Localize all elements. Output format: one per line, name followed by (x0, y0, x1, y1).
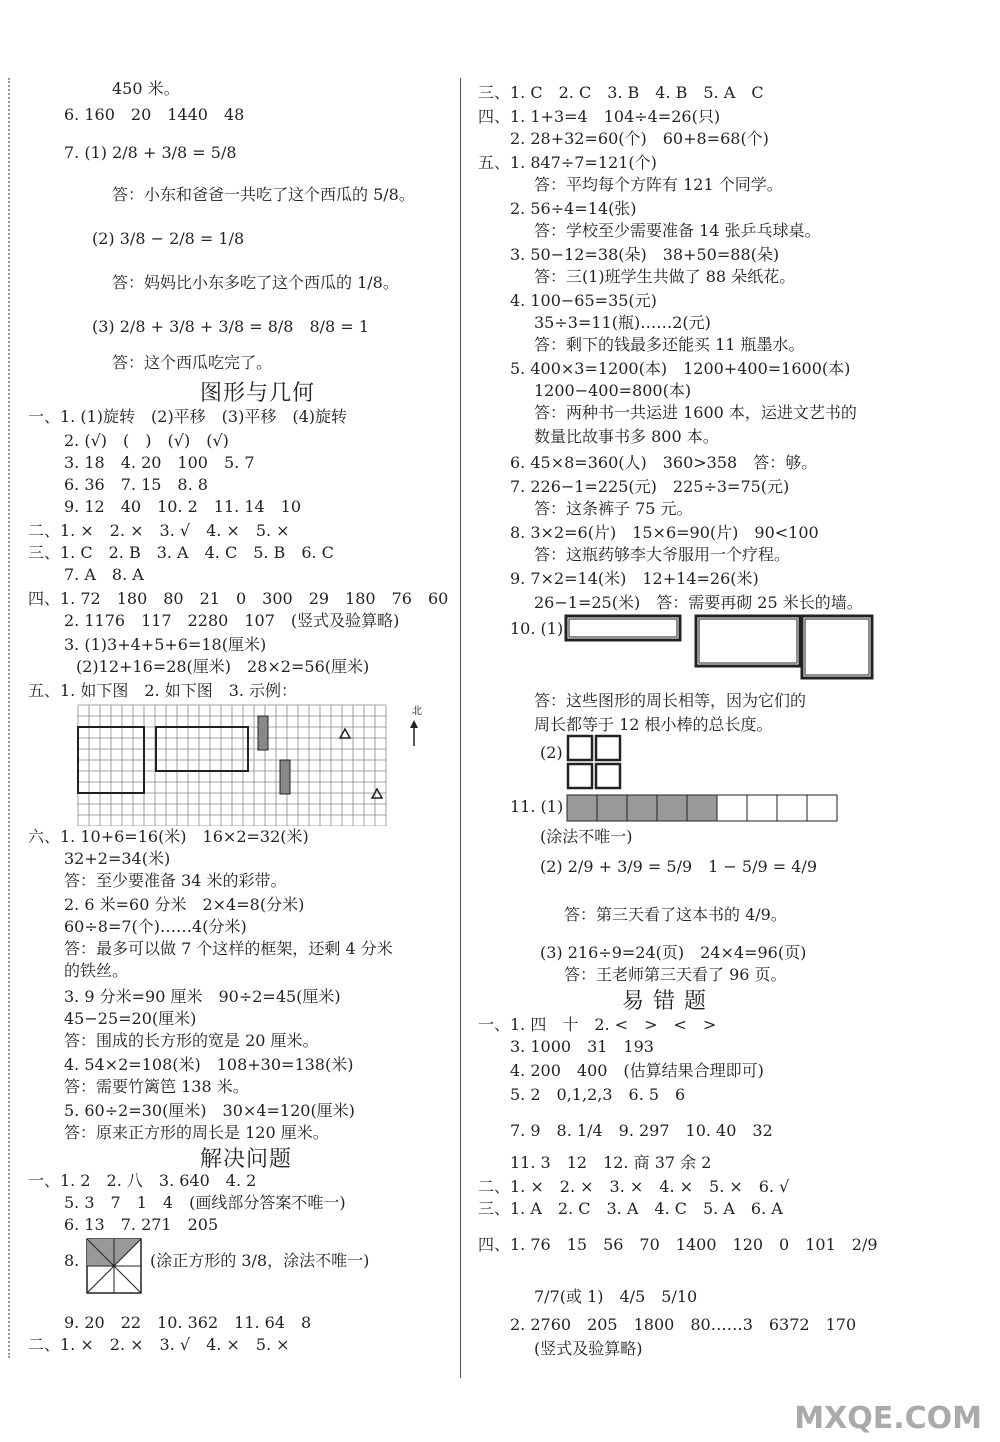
text-line: 三、1. A 2. C 3. A 4. C 5. A 6. A (478, 1199, 783, 1218)
text-line: 450 米。 (112, 79, 180, 98)
text-line: 60÷8=7(个)……4(分米) (64, 917, 247, 936)
answer-line: 答：剩下的钱最多还能买 11 瓶墨水。 (534, 335, 805, 354)
text-line: 2. 1176 117 2280 107 (竖式及验算略) (64, 611, 400, 630)
text-line: 11. (1) (510, 797, 564, 816)
answer-line: 答：至少要准备 34 米的彩带。 (64, 871, 287, 890)
answer-line: 答：这些图形的周长相等，因为它们的 (534, 691, 807, 710)
answer-line: 周长都等于 12 根小棒的总长度。 (534, 715, 773, 734)
text-line: 二、1. × 2. × 3. √ 4. × 5. × (28, 521, 290, 540)
text-line: 32+2=34(米) (64, 849, 171, 868)
text-line: 五、1. 如下图 2. 如下图 3. 示例： (28, 681, 298, 700)
answer-line: 答：这瓶药够李大爷服用一个疗程。 (534, 545, 791, 564)
text-line: 6. 13 7. 271 205 (64, 1215, 219, 1234)
answer-line: 答：三(1)班学生共做了 88 朵纸花。 (534, 267, 796, 286)
fraction-expression: 2/8 + 3/8 = 5/8 (112, 143, 237, 162)
answer-line: 答：学校至少需要准备 14 张乒乓球桌。 (534, 221, 821, 240)
fraction-expression: (2) 2/9 + 3/9 = 5/9 1 − 5/9 = 4/9 (540, 857, 817, 876)
strip-cell (597, 795, 627, 821)
text-line (64, 142, 237, 164)
text-line: 6. 160 20 1440 48 (64, 105, 245, 124)
answer-line: 答：第三天看了这本书的 4/9。 (564, 905, 787, 924)
text-line: (2)12+16=28(厘米) 28×2=56(厘米) (76, 657, 370, 676)
text-line: 5. 400×3=1200(本) 1200+400=1600(本) (510, 359, 851, 378)
shaded-strip-figure (566, 794, 842, 824)
text-line: 二、1. × 2. × 3. √ 4. × 5. × (28, 1335, 290, 1354)
text-line: 9. 7×2=14(米) 12+14=26(米) (510, 569, 759, 588)
triangle-1 (340, 729, 350, 738)
text-line: 三、1. C 2. B 3. A 4. C 5. B 6. C (28, 543, 334, 562)
answer-line: 答：这个西瓜吃完了。 (112, 353, 273, 372)
text-line: 4. 100−65=35(元) (510, 291, 657, 310)
perimeter-figures (562, 612, 892, 682)
text-line: 10. (1) (510, 619, 564, 638)
text-line: (涂法不唯一) (540, 827, 633, 846)
shaded-square-figure (86, 1238, 142, 1294)
text-line: 7. 9 8. 1/4 9. 297 10. 40 32 (510, 1121, 773, 1140)
text-line: 11. 3 12 12. 商 37 余 2 (510, 1153, 712, 1172)
text-line: 5. 2 0,1,2,3 6. 5 6 (510, 1085, 686, 1104)
text-line: 2. 2760 205 1800 80……3 6372 170 (510, 1315, 857, 1334)
text-line: (竖式及验算略) (534, 1339, 643, 1358)
geometry-grid-figure (74, 702, 426, 826)
text-line: (3) 216÷9=24(页) 24×4=96(页) (540, 943, 807, 962)
text-line: 7. A 8. A (64, 565, 144, 584)
text-line: 一、1. 2 2. 八 3. 640 4. 2 (28, 1171, 257, 1190)
text-line: 8. 3×2=6(片) 15×6=90(片) 90<100 (510, 523, 819, 542)
section-heading: 解决问题 (200, 1147, 293, 1172)
text-line: 一、1. 四 十 2. < > < > (478, 1015, 717, 1034)
fraction-expression: (2) 3/8 − 2/8 = 1/8 (92, 229, 245, 248)
answer-line: 答：原来正方形的周长是 120 厘米。 (64, 1123, 329, 1142)
answer-line: 答：平均每个方阵有 121 个同学。 (534, 175, 783, 194)
text-line: 3. 18 4. 20 100 5. 7 (64, 453, 255, 472)
shaded-bar-2 (280, 760, 290, 794)
column-divider (460, 78, 461, 1378)
text-line: 1200−400=800(本) (534, 381, 692, 400)
text-line: 二、1. × 2. × 3. × 4. × 5. × 6. √ (478, 1177, 790, 1196)
text-line: 4. 54×2=108(米) 108+30=138(米) (64, 1055, 354, 1074)
text-line: 3. 1000 31 193 (510, 1037, 654, 1056)
strip-cell (657, 795, 687, 821)
section-heading: 图形与几何 (200, 381, 316, 406)
text-line: 三、1. C 2. C 3. B 4. B 5. A C (478, 83, 764, 102)
text-line: 2. (√) ( ) (√) (√) (64, 431, 229, 450)
text-line: 四、1. 72 180 80 21 0 300 29 180 76 60 (28, 589, 449, 608)
text-line: 3. 50−12=38(朵) 38+50=88(朵) (510, 245, 780, 264)
watermark-logo: MXQE.COM (794, 1401, 982, 1436)
text-line: 一、1. (1)旋转 (2)平移 (3)平移 (4)旋转 (28, 407, 348, 426)
answer-line: 答：妈妈比小东多吃了这个西瓜的 1/8。 (112, 273, 399, 292)
answer-line: 答：小东和爸爸一共吃了这个西瓜的 5/8。 (112, 185, 415, 204)
strip-cell (627, 795, 657, 821)
text-line: 6. 36 7. 15 8. 8 (64, 475, 208, 494)
fraction-expression: (3) 2/8 + 3/8 + 3/8 = 8/8 8/8 = 1 (92, 317, 369, 336)
triangle-2 (372, 789, 382, 798)
section-heading: 易 错 题 (622, 989, 707, 1014)
strip-cell (747, 795, 777, 821)
strip-cell (687, 795, 717, 821)
north-label: 北 (412, 706, 422, 717)
answer-line: 答：王老师第三天看了 96 页。 (564, 965, 787, 984)
text-line: 8. (64, 1251, 80, 1270)
north-arrow-head (410, 720, 418, 728)
answer-line: 答：这条裤子 75 元。 (534, 499, 693, 518)
text-line: 9. 20 22 10. 362 11. 64 8 (64, 1313, 312, 1332)
strip-cell (807, 795, 837, 821)
text-line: 3. 9 分米=90 厘米 90÷2=45(厘米) (64, 987, 341, 1006)
text-line: 四、1. 1+3=4 104÷4=26(只) (478, 107, 721, 126)
text-line: 26−1=25(米) 答：需要再砌 25 米长的墙。 (534, 593, 863, 612)
answer-line: 数量比故事书多 800 本。 (534, 427, 719, 446)
text-line: 2. 56÷4=14(张) (510, 199, 637, 218)
text-line: 7/7(或 1) 4/5 5/10 (534, 1287, 698, 1306)
text-line: 2. 28+32=60(个) 60+8=68(个) (510, 129, 769, 148)
text-line: 五、1. 847÷7=121(个) (478, 153, 657, 172)
text-line: 六、1. 10+6=16(米) 16×2=32(米) (28, 827, 309, 846)
text-line: 四、1. 76 15 56 70 1400 120 0 101 2/9 (478, 1235, 878, 1254)
text-line: 2. 6 米=60 分米 2×4=8(分米) (64, 895, 305, 914)
text-line: 9. 12 40 10. 2 11. 14 10 (64, 497, 302, 516)
answer-line: 答：围成的长方形的宽是 20 厘米。 (64, 1031, 319, 1050)
text-line: 35÷3=11(瓶)……2(元) (534, 313, 711, 332)
text-line: 6. 45×8=360(人) 360>358 答：够。 (510, 453, 818, 472)
answer-line: 的铁丝。 (64, 961, 129, 980)
text-line: 5. 3 7 1 4 (画线部分答案不唯一) (64, 1193, 346, 1212)
text-line: 7. 226−1=225(元) 225÷3=75(元) (510, 477, 790, 496)
text-line: (2) (540, 743, 563, 762)
text-line: 4. 200 400 (估算结果合理即可) (510, 1061, 764, 1080)
text-line: 5. 60÷2=30(厘米) 30×4=120(厘米) (64, 1101, 355, 1120)
binding-dotted-line (8, 78, 10, 1358)
strip-cell (717, 795, 747, 821)
shaded-bar-1 (258, 716, 268, 750)
text-line: (涂正方形的 3/8，涂法不唯一) (150, 1251, 370, 1270)
text-line: 7. (1) (64, 143, 108, 162)
answer-line: 答：两种书一共运进 1600 本，运进文艺书的 (534, 403, 857, 422)
text-line: 3. (1)3+4+5+6=18(厘米) (64, 635, 267, 654)
text-line: 45−25=20(厘米) (64, 1009, 197, 1028)
strip-cell (777, 795, 807, 821)
answer-line: 答：需要竹篱笆 138 米。 (64, 1077, 249, 1096)
answer-line: 答：最多可以做 7 个这样的框架，还剩 4 分米 (64, 939, 393, 958)
strip-cell (567, 795, 597, 821)
square-of-sticks-figure (566, 734, 624, 792)
